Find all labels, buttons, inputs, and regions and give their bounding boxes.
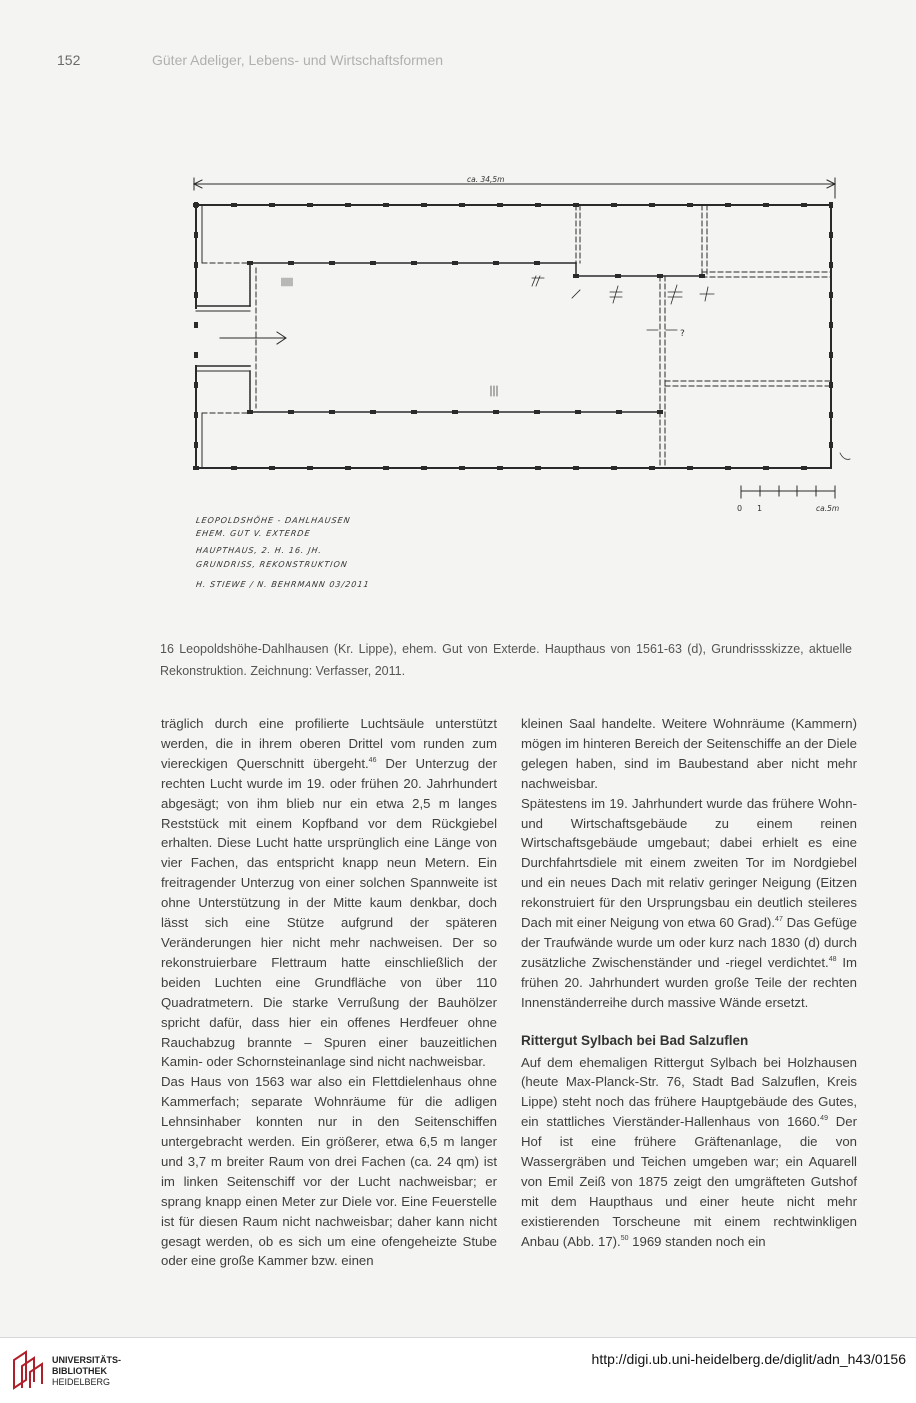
text-column-left xyxy=(161,714,497,1271)
post-mark xyxy=(829,202,833,208)
post-mark xyxy=(801,466,807,470)
post-mark xyxy=(421,466,427,470)
text-run: Im frühen 20. Jahrhundert wurden große Teile der rechten Innenständerreihe durch massive Wände ersetzt. xyxy=(521,954,857,1010)
figure-caption: 16 Leopoldshöhe-Dahlhausen (Kr. Lippe), ehem. Gut von Exterde. Haupthaus von 1561-63 (d), Grundrissskizze, aktuelle Rekonstruktion. Zeichnung: Verfasser, 2011. xyxy=(160,642,852,678)
post-mark xyxy=(269,466,275,470)
drawing-label-line: HAUPTHAUS, 2. H. 16. JH. xyxy=(195,546,323,555)
post-mark xyxy=(194,352,198,358)
scale-one-label: 1 xyxy=(757,504,763,513)
post-mark xyxy=(573,203,579,207)
post-mark xyxy=(288,410,294,414)
post-mark xyxy=(829,382,833,388)
question-mark: ? xyxy=(680,329,685,339)
floor-plan-drawing xyxy=(180,168,860,628)
footnote-ref: 47 xyxy=(775,916,783,924)
post-mark xyxy=(763,466,769,470)
post-mark xyxy=(657,410,663,414)
post-mark xyxy=(307,466,313,470)
post-mark xyxy=(269,203,275,207)
post-mark xyxy=(649,466,655,470)
scale-end-label: ca.5m xyxy=(816,504,840,513)
drawing-label-line: GRUNDRISS, REKONSTRUKTION xyxy=(195,560,349,569)
text-run: Der Unterzug der rechten Lucht wurde im 19. oder frühen 20. Jahrhundert abgesägt; von ihm blieb nur ein etwa 2,5 m langes Reststück mit einem Kopfband vor dem Rückgiebel erhalten. Diese Lucht hatte ursprünglich eine Länge von vier Fachen, das entspricht knapp neun Metern. Ein freitragender Unterzug von einer solchen Spannweite ist ohne Unterstützung in der Mitte kaum denkbar, doch lässt sich eine Stütze aufgrund der späteren Veränderungen hier nicht mehr nachweisen. Der so rekonstruierbare Flettraum hatte einschließlich der beiden Luchten eine Grundfläche von über 110 Quadratmetern. Die starke Verrußung der Bauhölzer spricht dafür, dass hier ein offenes Herdfeuer ohne Rauchabzug brannte – Spuren einer bauzeitlichen Kamin- oder Schornsteinanlage sind nicht nachweisbar. xyxy=(161,755,497,1070)
text-run: träglich durch eine profilierte Luchtsäule unterstützt werden, die in ihrem oberen Drittel vom runden zum viereckigen Querschnitt übergeht. xyxy=(161,716,497,771)
post-mark xyxy=(829,412,833,418)
page-header xyxy=(57,52,443,68)
text-run: Das Gefüge der Traufwände wurde um oder kurz nach 1830 (d) durch zusätzliche Zwischenständer und -riegel verdichtet. xyxy=(521,915,857,970)
post-mark xyxy=(699,274,705,278)
scale-start-label: 0 xyxy=(737,504,743,513)
post-mark xyxy=(575,410,581,414)
post-mark xyxy=(307,203,313,207)
post-mark xyxy=(459,466,465,470)
post-mark xyxy=(452,410,458,414)
post-mark xyxy=(459,203,465,207)
post-mark xyxy=(687,466,693,470)
running-title: Güter Adeliger, Lebens- und Wirtschaftsformen xyxy=(152,52,444,68)
text-run: Spätestens im 19. Jahrhundert wurde das frühere Wohn- und Wirtschaftsgebäude zu einem reinen Wirtschaftsgebäude umgebaut; dabei erhielt es eine Durchfahrtsdiele mit einem zweiten Tor im Nordgiebel und ein neues Dach mit relativ geringer Neigung (Eitzen rekonstruiert für den Ursprungsbau ein deutlich steileres Dach mit einer Neigung von etwa 60 Grad). xyxy=(521,795,857,931)
post-mark xyxy=(573,274,579,278)
text-run: Auf dem ehemaligen Rittergut Sylbach bei Holzhausen (heute Max-Planck-Str. 76, Stadt Bad Salzuflen, Kreis Lippe) steht noch das frühere Hauptgebäude des Gutes, ein stattliches Vierständer-Hallenhaus von 1660. xyxy=(521,1054,857,1130)
drawing-label-line: EHEM. GUT V. EXTERDE xyxy=(195,529,312,538)
drawing-label-line: LEOPOLDSHÖHE - DAHLHAUSEN xyxy=(195,516,352,525)
post-mark xyxy=(573,466,579,470)
library-name-line: BIBLIOTHEK xyxy=(52,1366,107,1376)
post-mark xyxy=(383,203,389,207)
paragraph xyxy=(521,794,857,1013)
post-mark xyxy=(829,262,833,268)
post-mark xyxy=(194,202,198,208)
post-mark xyxy=(329,261,335,265)
post-mark xyxy=(763,203,769,207)
post-mark xyxy=(370,261,376,265)
post-mark xyxy=(535,203,541,207)
post-mark xyxy=(452,261,458,265)
post-mark xyxy=(194,232,198,238)
post-mark xyxy=(611,466,617,470)
post-mark xyxy=(616,410,622,414)
post-mark xyxy=(829,292,833,298)
post-mark xyxy=(194,382,198,388)
post-mark xyxy=(370,410,376,414)
post-mark xyxy=(687,203,693,207)
post-mark xyxy=(194,322,198,328)
post-mark xyxy=(231,203,237,207)
dimension-total-label: ca. 34,5m xyxy=(467,175,505,184)
post-mark xyxy=(611,203,617,207)
post-mark xyxy=(535,466,541,470)
post-mark xyxy=(411,261,417,265)
text-column-right xyxy=(521,714,857,1252)
post-mark xyxy=(493,410,499,414)
post-mark xyxy=(194,412,198,418)
paragraph xyxy=(521,1053,857,1252)
post-mark xyxy=(231,466,237,470)
post-mark xyxy=(497,466,503,470)
post-mark xyxy=(801,203,807,207)
post-mark xyxy=(497,203,503,207)
post-mark xyxy=(329,410,335,414)
post-mark xyxy=(193,466,199,470)
post-mark xyxy=(649,203,655,207)
section-heading: Rittergut Sylbach bei Bad Salzuflen xyxy=(521,1032,749,1048)
post-mark xyxy=(345,466,351,470)
post-mark xyxy=(534,410,540,414)
text-run: 1969 standen noch ein xyxy=(628,1233,766,1249)
paragraph: Das Haus von 1563 war also ein Flettdielenhaus ohne Kammerfach; separate Wohnräume für die adligen Lehnsinhaber konnten nur in den Seitenschiffen untergebracht werden. Ein größerer, etwa 6,5 m langer und 3,7 m breiter Raum von drei Fachen (ca. 24 qm) ist im linken Seitenschiff vor der Lucht nachweisbar; er sprang knapp einen Meter zur Diele vor. Eine Feuerstelle ist für diesen Raum nicht nachweisbar; daher kann nicht gesagt werden, ob es sich um eine ofengeheizte Stube oder eine große Kammer bzw. einen xyxy=(161,1074,497,1269)
footnote-ref: 49 xyxy=(820,1115,828,1123)
library-logo-icon[interactable] xyxy=(10,1348,46,1392)
drawing-label-line: H. STIEWE / N. BEHRMANN 03/2011 xyxy=(195,580,371,589)
post-mark xyxy=(829,232,833,238)
post-mark xyxy=(829,442,833,448)
post-mark xyxy=(615,274,621,278)
library-name-line: HEIDELBERG xyxy=(52,1377,111,1387)
library-name-line: UNIVERSITÄTS- xyxy=(52,1355,122,1365)
post-mark xyxy=(288,261,294,265)
paragraph xyxy=(161,714,497,1072)
post-mark xyxy=(421,203,427,207)
post-mark xyxy=(725,203,731,207)
post-mark xyxy=(194,292,198,298)
post-mark xyxy=(493,261,499,265)
permalink-url[interactable]: http://digi.ub.uni-heidelberg.de/diglit/adn_h43/0156 xyxy=(591,1351,906,1367)
footnote-ref: 50 xyxy=(620,1234,629,1242)
post-mark xyxy=(345,203,351,207)
text-run: Der Hof ist eine frühere Gräftenanlage, die von Wassergräben und Teichen umgeben war; ein Aquarell von Emil Zeiß von 1875 zeigt den umgräfteten Gutshof mit dem Haupthaus und einer heute nicht mehr existierenden Torscheune mit einem rechtwinkligen Anbau (Abb. 17). xyxy=(521,1114,857,1249)
library-name xyxy=(52,1355,121,1388)
post-mark xyxy=(194,442,198,448)
post-mark xyxy=(247,261,253,265)
footnote-ref: 48 xyxy=(828,955,837,963)
post-mark xyxy=(247,410,253,414)
post-mark xyxy=(657,274,663,278)
post-mark xyxy=(829,352,833,358)
post-mark xyxy=(725,466,731,470)
footnote-ref: 46 xyxy=(368,756,377,764)
paragraph: kleinen Saal handelte. Weitere Wohnräume (Kammern) mögen im hinteren Bereich der Seitenschiffe an der Diele gelegen haben, sind im Baubestand aber nicht mehr nachweisbar. xyxy=(521,716,857,791)
post-mark xyxy=(829,322,833,328)
post-mark xyxy=(194,262,198,268)
post-mark xyxy=(411,410,417,414)
page-number: 152 xyxy=(57,52,81,68)
post-mark xyxy=(534,261,540,265)
post-mark xyxy=(383,466,389,470)
viewer-footer xyxy=(0,1337,916,1403)
